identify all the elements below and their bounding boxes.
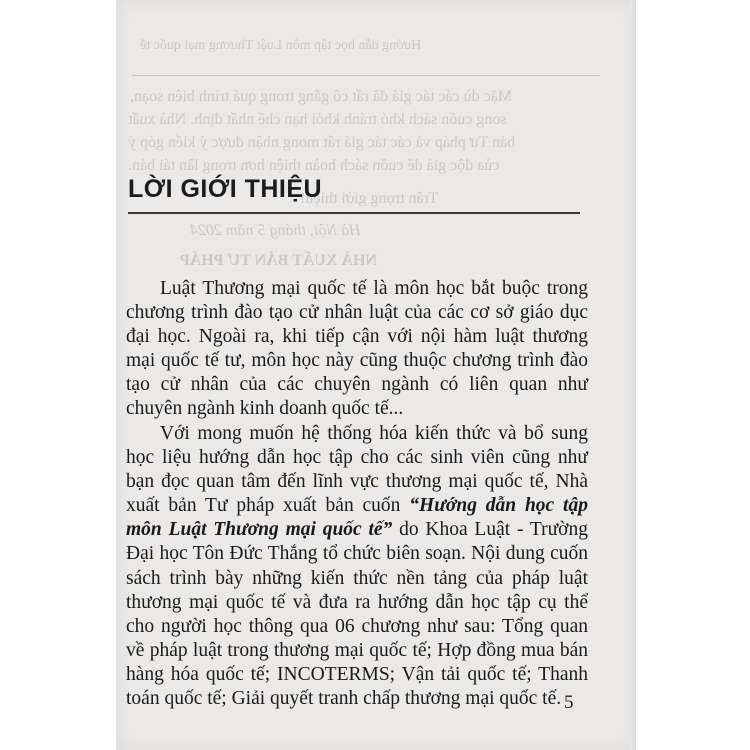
bleed-through-line: bản Tư pháp và các tác giả rất mong nhận được ý kiến góp ý — [128, 134, 516, 151]
bleed-through-line: Hà Nội, tháng 5 năm 2024 — [190, 222, 361, 239]
bleed-through-line: NHÀ XUẤT BẢN TƯ PHÁP — [180, 252, 378, 269]
intro-paragraph-1: Luật Thương mại quốc tế là môn học bắt buộc trong chương trình đào tạo cử nhân luật của các cơ sở giáo dục đại học. Ngoài ra, khi tiếp cận với nội hàm luật thương mại quốc tế tư, môn học này cũng thuộc chương trình đào tạo cử nhân của các chuyên ngành có liên quan như chuyên ngành kinh doanh quốc tế... — [126, 278, 588, 420]
bleed-through-line: Mặc dù các tác giả đã rất cố gắng trong quá trình biên soạn, — [130, 88, 513, 105]
page-edge-shadow — [630, 0, 636, 750]
paragraph-2-text-after: do Khoa Luật - Trường Đại học Tôn Đức Thắng tổ chức biên soạn. Nội dung cuốn sách trình bày những kiến thức nền tảng của pháp luật thương mại quốc tế và đưa ra hướng dẫn học tập cụ thể cho người học thông qua 06 chương như sau: Tổng quan về pháp luật trong thương mại quốc tế; Hợp đồng mua bán hàng hóa quốc tế; INCOTERMS; Vận tải quốc tế; Thanh toán quốc tế; Giải quyết tranh chấp thương mại quốc tế. — [126, 519, 588, 710]
paragraph-2-text-before: Với mong muốn hệ thống hóa kiến thức và bổ sung học liệu hướng dẫn học tập cho các sinh viên cũng như bạn đọc quan tâm đến lĩnh vực thương mại quốc tế, Nhà xuất bản Tư pháp xuất bản cuốn — [126, 423, 588, 517]
section-heading: LỜI GIỚI THIỆU — [128, 175, 323, 203]
bleed-through-header-rule — [132, 75, 600, 76]
bleed-through-running-header: Hướng dẫn học tập môn Luật Thương mại quốc tế — [140, 38, 422, 53]
bleed-through-line: song cuốn sách khó tránh khỏi hạn chế nhất định. Nhà xuất — [128, 111, 507, 128]
bleed-through-line: của độc giả để cuốn sách hoàn thiện hơn trong lần tái bản. — [128, 157, 500, 174]
heading-underline — [128, 212, 580, 214]
page-number: 5 — [564, 692, 574, 713]
book-title-emphasis: “Hướng dẫn học tập môn Luật Thương mại quốc tế” — [126, 495, 588, 541]
intro-paragraph-2 — [126, 422, 588, 711]
bleed-through-line: Trân trọng giới thiệu! — [300, 190, 439, 207]
